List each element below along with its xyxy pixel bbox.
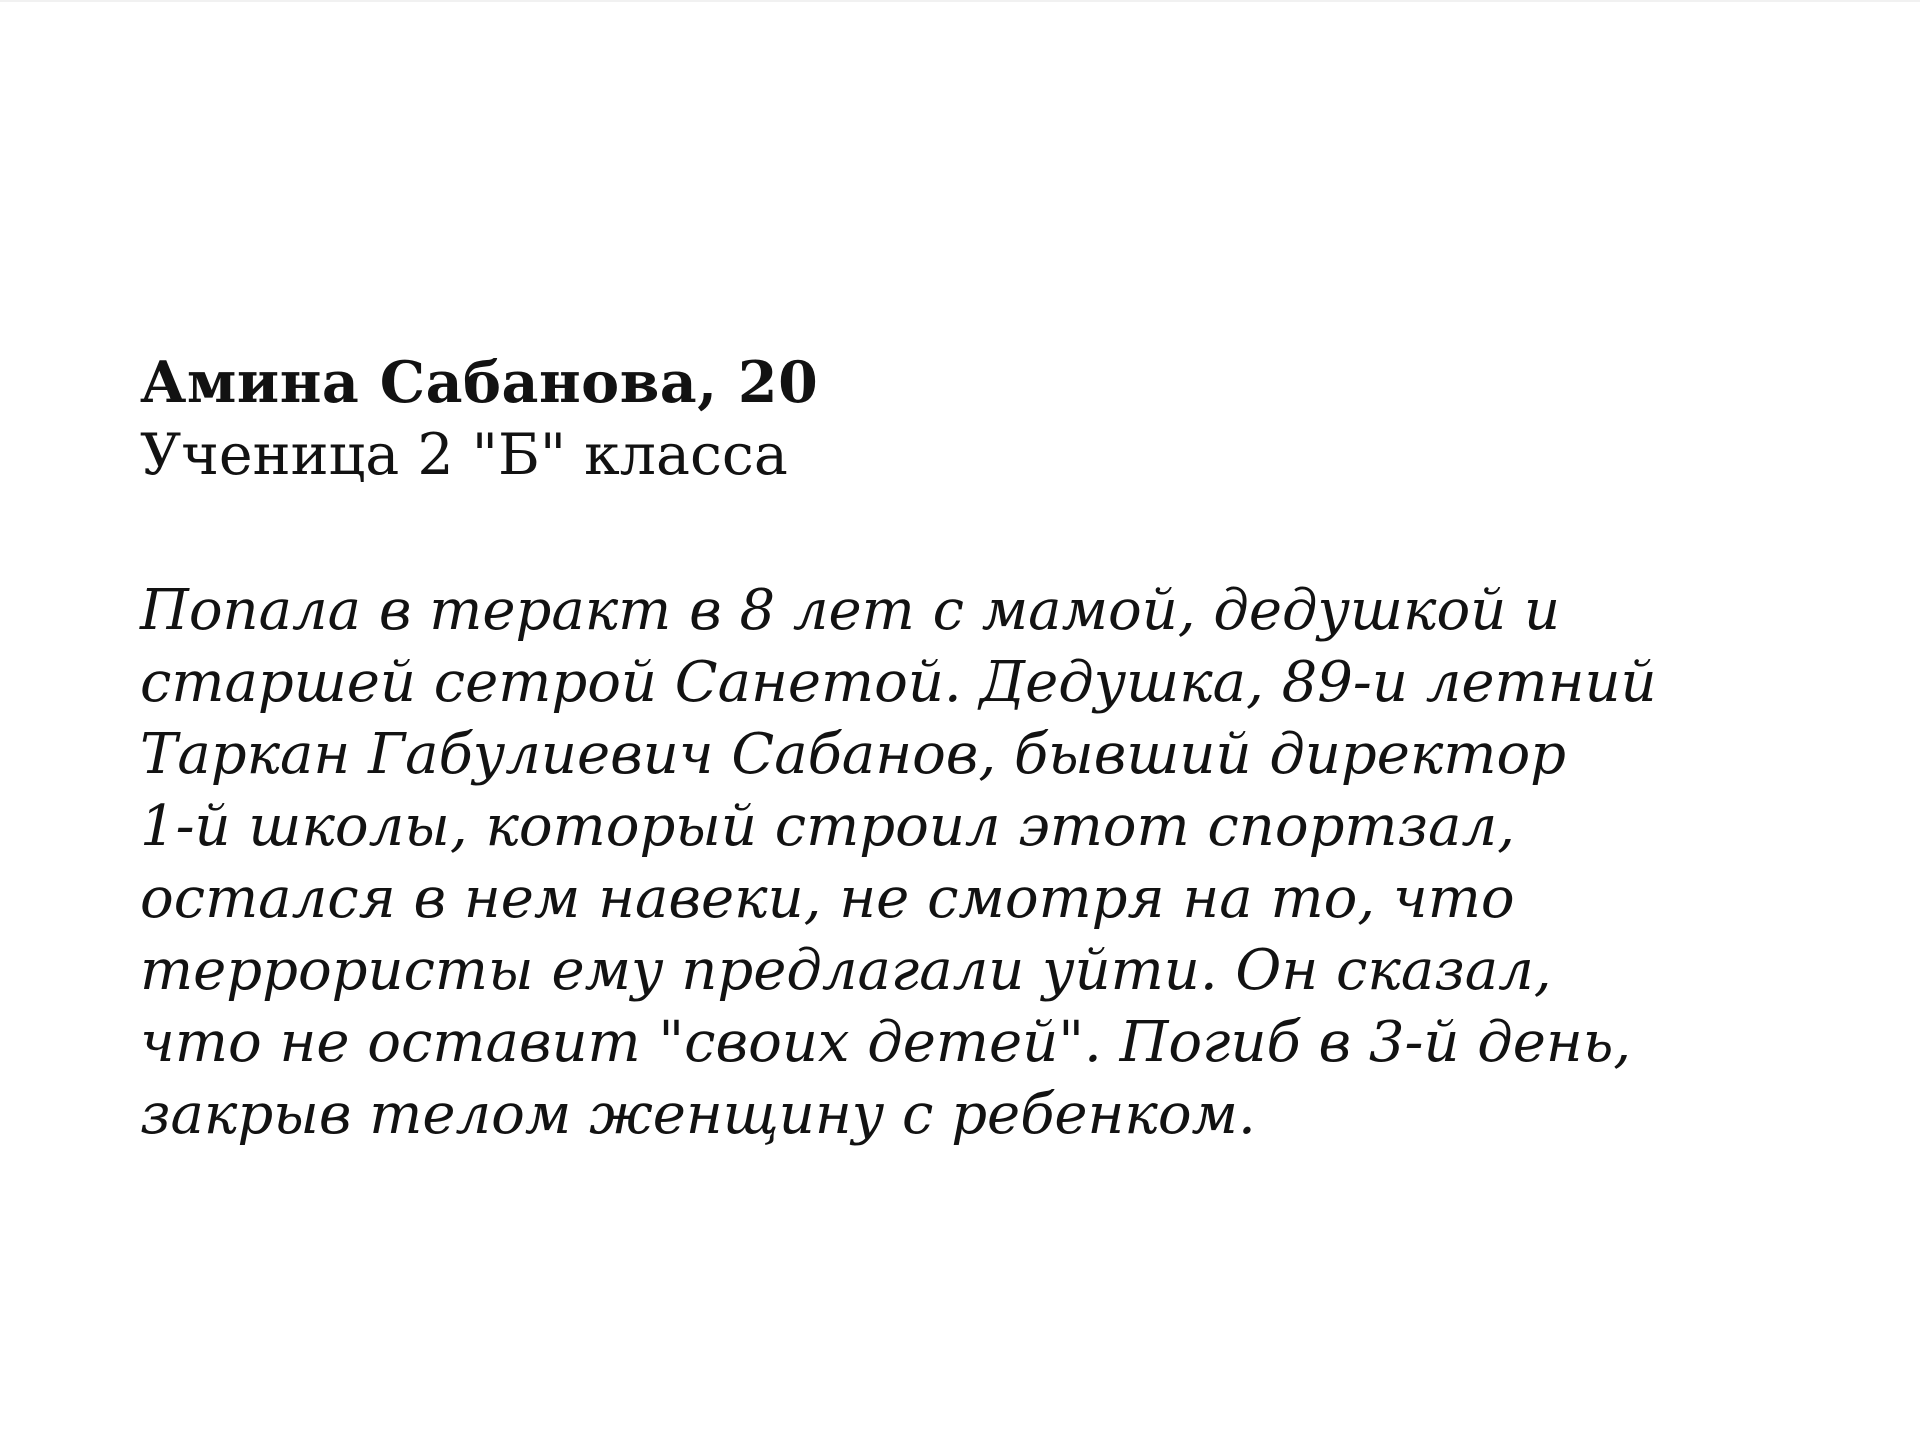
story-line: что не оставит "своих детей". Погиб в 3-й день, bbox=[140, 1010, 1632, 1075]
document-page bbox=[0, 2, 1920, 1151]
story-line: 1-й школы, который строил этот спортзал, bbox=[140, 794, 1515, 859]
story-paragraph bbox=[140, 575, 1800, 1151]
story-line: закрыв телом женщину с ребенком. bbox=[140, 1082, 1256, 1147]
profile-header bbox=[140, 347, 1800, 491]
story-line: террористы ему предлагали уйти. Он сказал, bbox=[140, 938, 1552, 1003]
story-line: старшей сетрой Санетой. Дедушка, 89-и летний bbox=[140, 650, 1657, 715]
person-name: Амина Сабанова, 20 bbox=[140, 349, 819, 416]
story-line: Попала в теракт в 8 лет с мамой, дедушкой и bbox=[140, 578, 1561, 643]
story-line: остался в нем навеки, не смотря на то, что bbox=[140, 866, 1515, 931]
story-line: Таркан Габулиевич Сабанов, бывший директор bbox=[140, 722, 1567, 787]
person-role: Ученица 2 "Б" класса bbox=[140, 422, 788, 488]
